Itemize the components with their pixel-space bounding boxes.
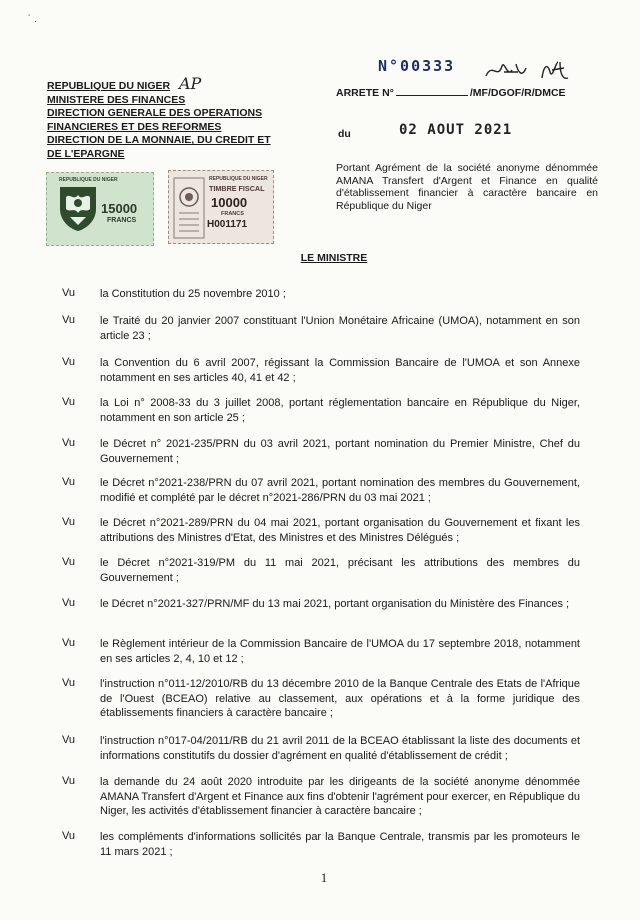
- page-number: 1: [320, 870, 328, 885]
- decree-number-stamp: N°00333: [378, 57, 456, 75]
- direction-line: DIRECTION DE LA MONNAIE, DU CREDIT ET: [47, 134, 271, 147]
- vu-text: le Traité du 20 janvier 2007 constituant l'Union Monétaire Africaine (UMOA), notamment en son article 23 ;: [100, 315, 580, 342]
- section-title: [0, 252, 640, 264]
- vu-label: Vu: [62, 356, 76, 368]
- vu-label: Vu: [62, 437, 76, 449]
- direction-line-2: DE L'EPARGNE: [47, 147, 125, 160]
- stamp-country: REPUBLIQUE DU NIGER: [59, 177, 118, 183]
- vu-text: la Loi n° 2008-33 du 3 juillet 2008, portant réglementation bancaire en République du Niger, notamment en son article 25 ;: [100, 397, 580, 424]
- arrete-suffix: /MF/DGOF/R/DMCE: [469, 87, 566, 99]
- vu-text: le Décret n°2021-327/PRN/MF du 13 mai 2021, portant organisation du Ministère des Finances ;: [100, 598, 570, 610]
- scan-artifact: ´ .: [28, 14, 37, 25]
- vu-label: Vu: [62, 597, 76, 609]
- vu-text: l'instruction n°017-04/2011/RB du 21 avril 2011 de la BCEAO établissant la liste des documents et informations constitutifs du dossier d'agrément en qualité d'établissement de crédit ;: [100, 735, 580, 762]
- vu-label: Vu: [62, 830, 76, 842]
- handwritten-initials: AP: [179, 74, 202, 93]
- stamp-title: TIMBRE FISCAL: [209, 184, 265, 193]
- handwritten-signature: [482, 58, 592, 84]
- vu-text: le Décret n°2021-238/PRN du 07 avril 2021, portant nomination des membres du Gouvernement, modifié et complété par le décret n°2021-286/PRN du 03 mai 2021 ;: [100, 477, 580, 504]
- direction-generale-line: DIRECTION GENERALE DES OPERATIONS: [47, 107, 263, 120]
- arrete-label: ARRETE N°: [336, 87, 394, 99]
- vu-label: Vu: [62, 637, 76, 649]
- vu-label: Vu: [62, 677, 76, 689]
- vu-text: le Décret n° 2021-235/PRN du 03 avril 2021, portant nomination du Premier Ministre, Chef du Gouvernement ;: [100, 438, 580, 465]
- title-text: LE MINISTRE: [300, 252, 368, 264]
- ministry-line: MINISTERE DES FINANCES: [47, 93, 186, 106]
- stamp-value: 10000: [211, 195, 248, 210]
- issuer-header: [47, 74, 287, 162]
- stamp-country: REPUBLIQUE DU NIGER: [209, 176, 268, 182]
- du-label: du: [338, 128, 351, 140]
- arrete-reference: [336, 86, 566, 99]
- decree-subject: Portant Agrément de la société anonyme dénommée AMANA Transfert d'Argent et Finance en qualité d'établissement financier à caractère bancaire en République du Niger: [336, 162, 598, 212]
- stamp-ornament: [173, 177, 205, 239]
- direction-generale-line-2: FINANCIERES ET DES REFORMES: [47, 120, 222, 133]
- stamp-value: 15000: [101, 201, 138, 216]
- vu-label: Vu: [62, 476, 76, 488]
- vu-text: le Décret n°2021-319/PM du 11 mai 2021, précisant les attributions des membres du Gouvernement ;: [100, 557, 580, 584]
- vu-text: la Constitution du 25 novembre 2010 ;: [100, 288, 286, 300]
- vu-label: Vu: [62, 314, 76, 326]
- vu-label: Vu: [62, 775, 76, 787]
- stamp-serial: H001171: [207, 219, 248, 230]
- vu-text: le Décret n°2021-289/PRN du 04 mai 2021, portant organisation du Gouvernement et fixant les attributions des Ministres d'Etat, des Ministres et des Ministres Délégués ;: [100, 517, 580, 544]
- vu-label: Vu: [62, 734, 76, 746]
- stamp-unit: FRANCS: [221, 211, 244, 217]
- vu-text: le Règlement intérieur de la Commission Bancaire de l'UMOA du 17 septembre 2018, notamment en ses articles 2, 4, 10 et 12 ;: [100, 638, 580, 665]
- vu-label: Vu: [62, 287, 76, 299]
- vu-label: Vu: [62, 556, 76, 568]
- vu-label: Vu: [62, 516, 76, 528]
- revenue-stamp-green: [46, 172, 154, 246]
- vu-text: les compléments d'informations sollicités par la Banque Centrale, transmis par les promoteurs le 11 mars 2021 ;: [100, 831, 580, 858]
- fiscal-stamp: [168, 170, 274, 244]
- vu-text: la demande du 24 août 2020 introduite par les dirigeants de la société anonyme dénommée AMANA Transfert d'Argent et Finance aux fins d'obtenir l'agrément pour exercer, en République du Niger, les activités d'établissement financier à caractère bancaire ;: [100, 776, 580, 817]
- stamp-unit: FRANCS: [107, 217, 137, 224]
- coat-of-arms-emblem: [56, 183, 100, 233]
- vu-text: l'instruction n°011-12/2010/RB du 13 décembre 2010 de la Banque Centrale des Etats de l'Afrique de l'Ouest (BCEAO) relative au classement, aux opérations et à la forme juridique des établissements financiers à caractère bancaire ;: [100, 678, 580, 719]
- vu-label: Vu: [62, 396, 76, 408]
- date-stamp: 02 AOUT 2021: [399, 122, 513, 138]
- vu-text: la Convention du 6 avril 2007, régissant la Commission Bancaire de l'UMOA et son Annexe notamment en ses articles 40, 41 et 42 ;: [100, 357, 580, 384]
- arrete-blank-line: [396, 86, 468, 96]
- republic-line: REPUBLIQUE DU NIGER: [47, 80, 171, 92]
